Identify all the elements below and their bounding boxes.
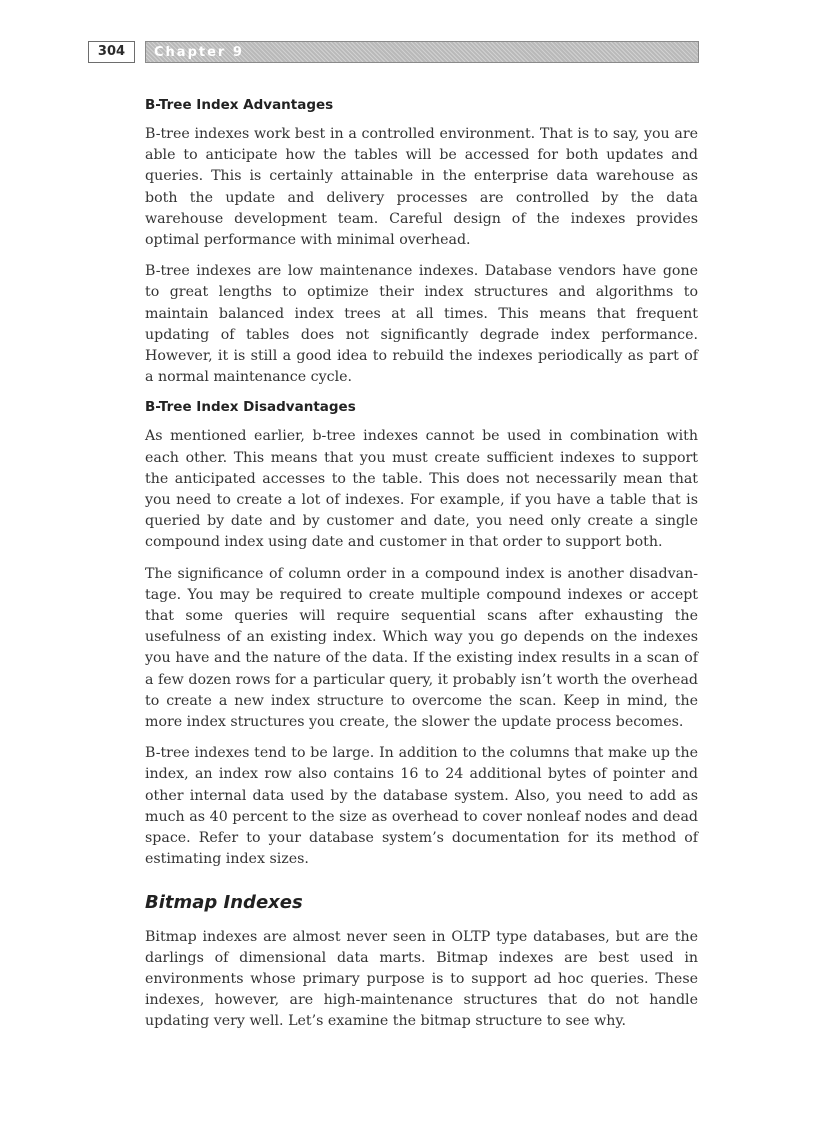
page-number: 304: [88, 41, 135, 63]
page-header: [88, 41, 700, 65]
page-body: [145, 96, 698, 1043]
paragraph: B-tree indexes are low maintenance indexes. Database vendors have gone to great lengths to optimize their index structures and algorithms to maintain balanced index trees at all times. This means that frequent updating of tables does not significantly degrade index performance. However, it is still a good idea to rebuild the indexes periodically as part of a normal maintenance cycle.: [145, 263, 698, 386]
section-heading-bitmap: Bitmap Indexes: [145, 891, 303, 913]
paragraph: As mentioned earlier, b-tree indexes cannot be used in combination with each other. This means that you must create sufficient indexes to support the anticipated accesses to the table. This does not necessarily mean that you need to create a lot of indexes. For example, if you have a table that is queried by date and by customer and date, you need only create a single compound index using date and customer in that order to support both.: [145, 428, 698, 551]
subsection-heading-disadvantages: B-Tree Index Disadvantages: [145, 399, 356, 416]
paragraph: Bitmap indexes are almost never seen in OLTP type databases, but are the darlings of dimensional data marts. Bitmap indexes are best used in environments whose primary purpose is to support ad hoc queries. These indexes, however, are high-maintenance structures that do not handle updating very well. Let’s examine the bitmap structure to see why.: [145, 928, 698, 1030]
paragraph: B-tree indexes tend to be large. In addition to the columns that make up the index, an index row also contains 16 to 24 additional bytes of pointer and other internal data used by the database system. Also, you need to add as much as 40 percent to the size as overhead to cover nonleaf nodes and dead space. Refer to your database system’s documentation for its method of estimating index sizes.: [145, 745, 698, 868]
paragraph: The significance of column order in a compound index is another disadvantage. You may be required to create multiple compound indexes or accept that some queries will require sequential scans after exhausting the usefulness of an existing index. Which way you go depends on the indexes you have and the nature of the data. If the existing index results in a scan of a few dozen rows for a particular query, it probably isn’t worth the overhead to create a new index structure to overcome the scan. Keep in mind, the more index structures you create, the slower the update process becomes.: [145, 565, 698, 731]
chapter-label: Chapter 9: [154, 45, 244, 60]
chapter-bar: [145, 41, 699, 63]
subsection-heading-advantages: B-Tree Index Advantages: [145, 97, 334, 113]
paragraph: B-tree indexes work best in a controlled environment. That is to say, you are able to anticipate how the tables will be accessed for both updates and queries. This is certainly attainable in the enterprise data warehouse as both the update and delivery processes are controlled by the data warehouse development team. Careful design of the indexes provides optimal performance with minimal overhead.: [145, 126, 698, 249]
